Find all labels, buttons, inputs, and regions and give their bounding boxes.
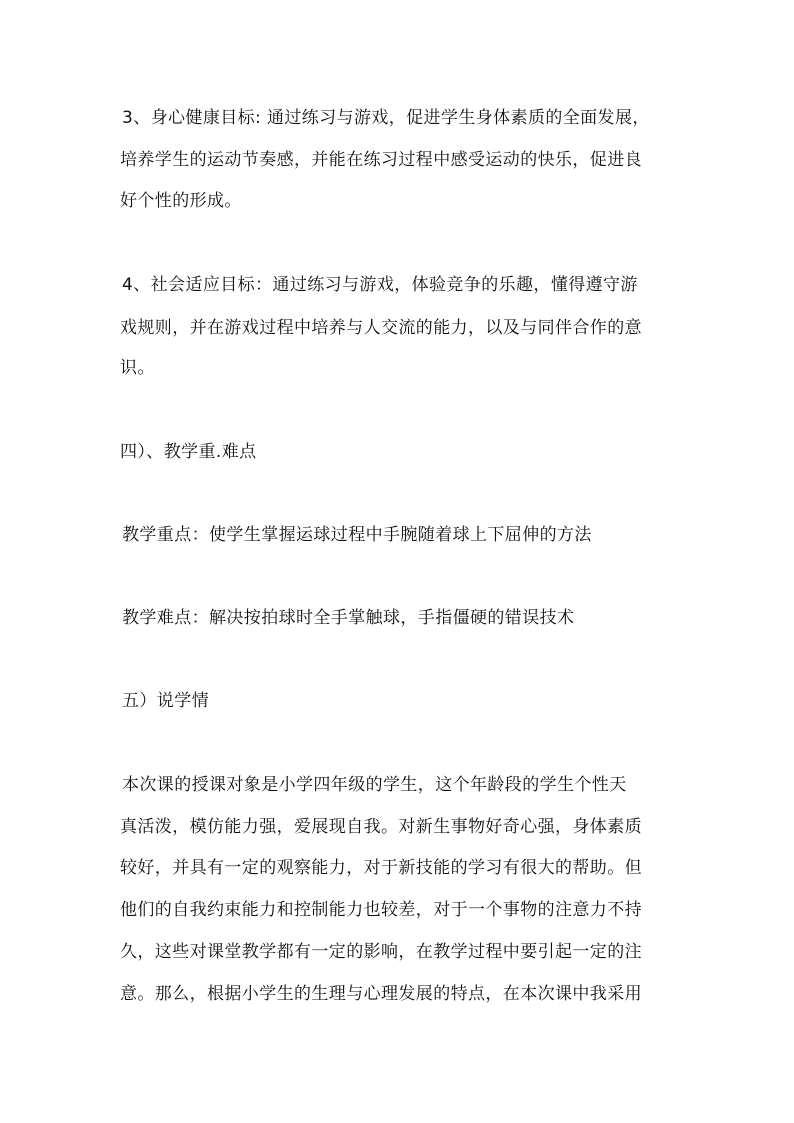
learner-analysis-line-6: 意。那么，根据小学生的生理与心理发展的特点，在本次课中我采用 <box>120 984 642 1004</box>
learner-analysis-line-2: 真活泼，模仿能力强，爱展现自我。对新生事物好奇心强，身体素质 <box>120 817 642 837</box>
learner-analysis-line-5: 久，这些对课堂教学都有一定的影响，在教学过程中要引起一定的注 <box>120 942 642 962</box>
section-heading-learners: 五）说学情 <box>122 691 209 711</box>
learner-analysis-line-4: 他们的自我约束能力和控制能力也较差，对于一个事物的注意力不持 <box>120 900 642 920</box>
goal-health-line-3: 好个性的形成。 <box>120 191 242 211</box>
section-heading-key-points: 四）、教学重.难点 <box>120 442 257 462</box>
learner-analysis-line-3: 较好，并具有一定的观察能力，对于新技能的学习有很大的帮助。但 <box>120 858 642 878</box>
difficulty-line: 教学难点：解决按拍球时全手掌触球，手指僵硬的错误技术 <box>122 608 575 628</box>
goal-health-line-1: 3、身心健康目标: 通过练习与游戏，促进学生身体素质的全面发展， <box>122 108 650 128</box>
goal-social-line-1: 4、社会适应目标：通过练习与游戏，体验竞争的乐趣，懂得遵守游 <box>122 275 638 295</box>
learner-analysis-line-1: 本次课的授课对象是小学四年级的学生，这个年龄段的学生个性天 <box>122 775 627 795</box>
goal-health-line-2: 培养学生的运动节奏感，并能在练习过程中感受运动的快乐，促进良 <box>120 150 642 170</box>
goal-social-line-2: 戏规则，并在游戏过程中培养与人交流的能力，以及与同伴合作的意 <box>120 318 642 338</box>
goal-social-line-3: 识。 <box>120 358 155 378</box>
key-point-line: 教学重点：使学生掌握运球过程中手腕随着球上下屈伸的方法 <box>122 525 592 545</box>
